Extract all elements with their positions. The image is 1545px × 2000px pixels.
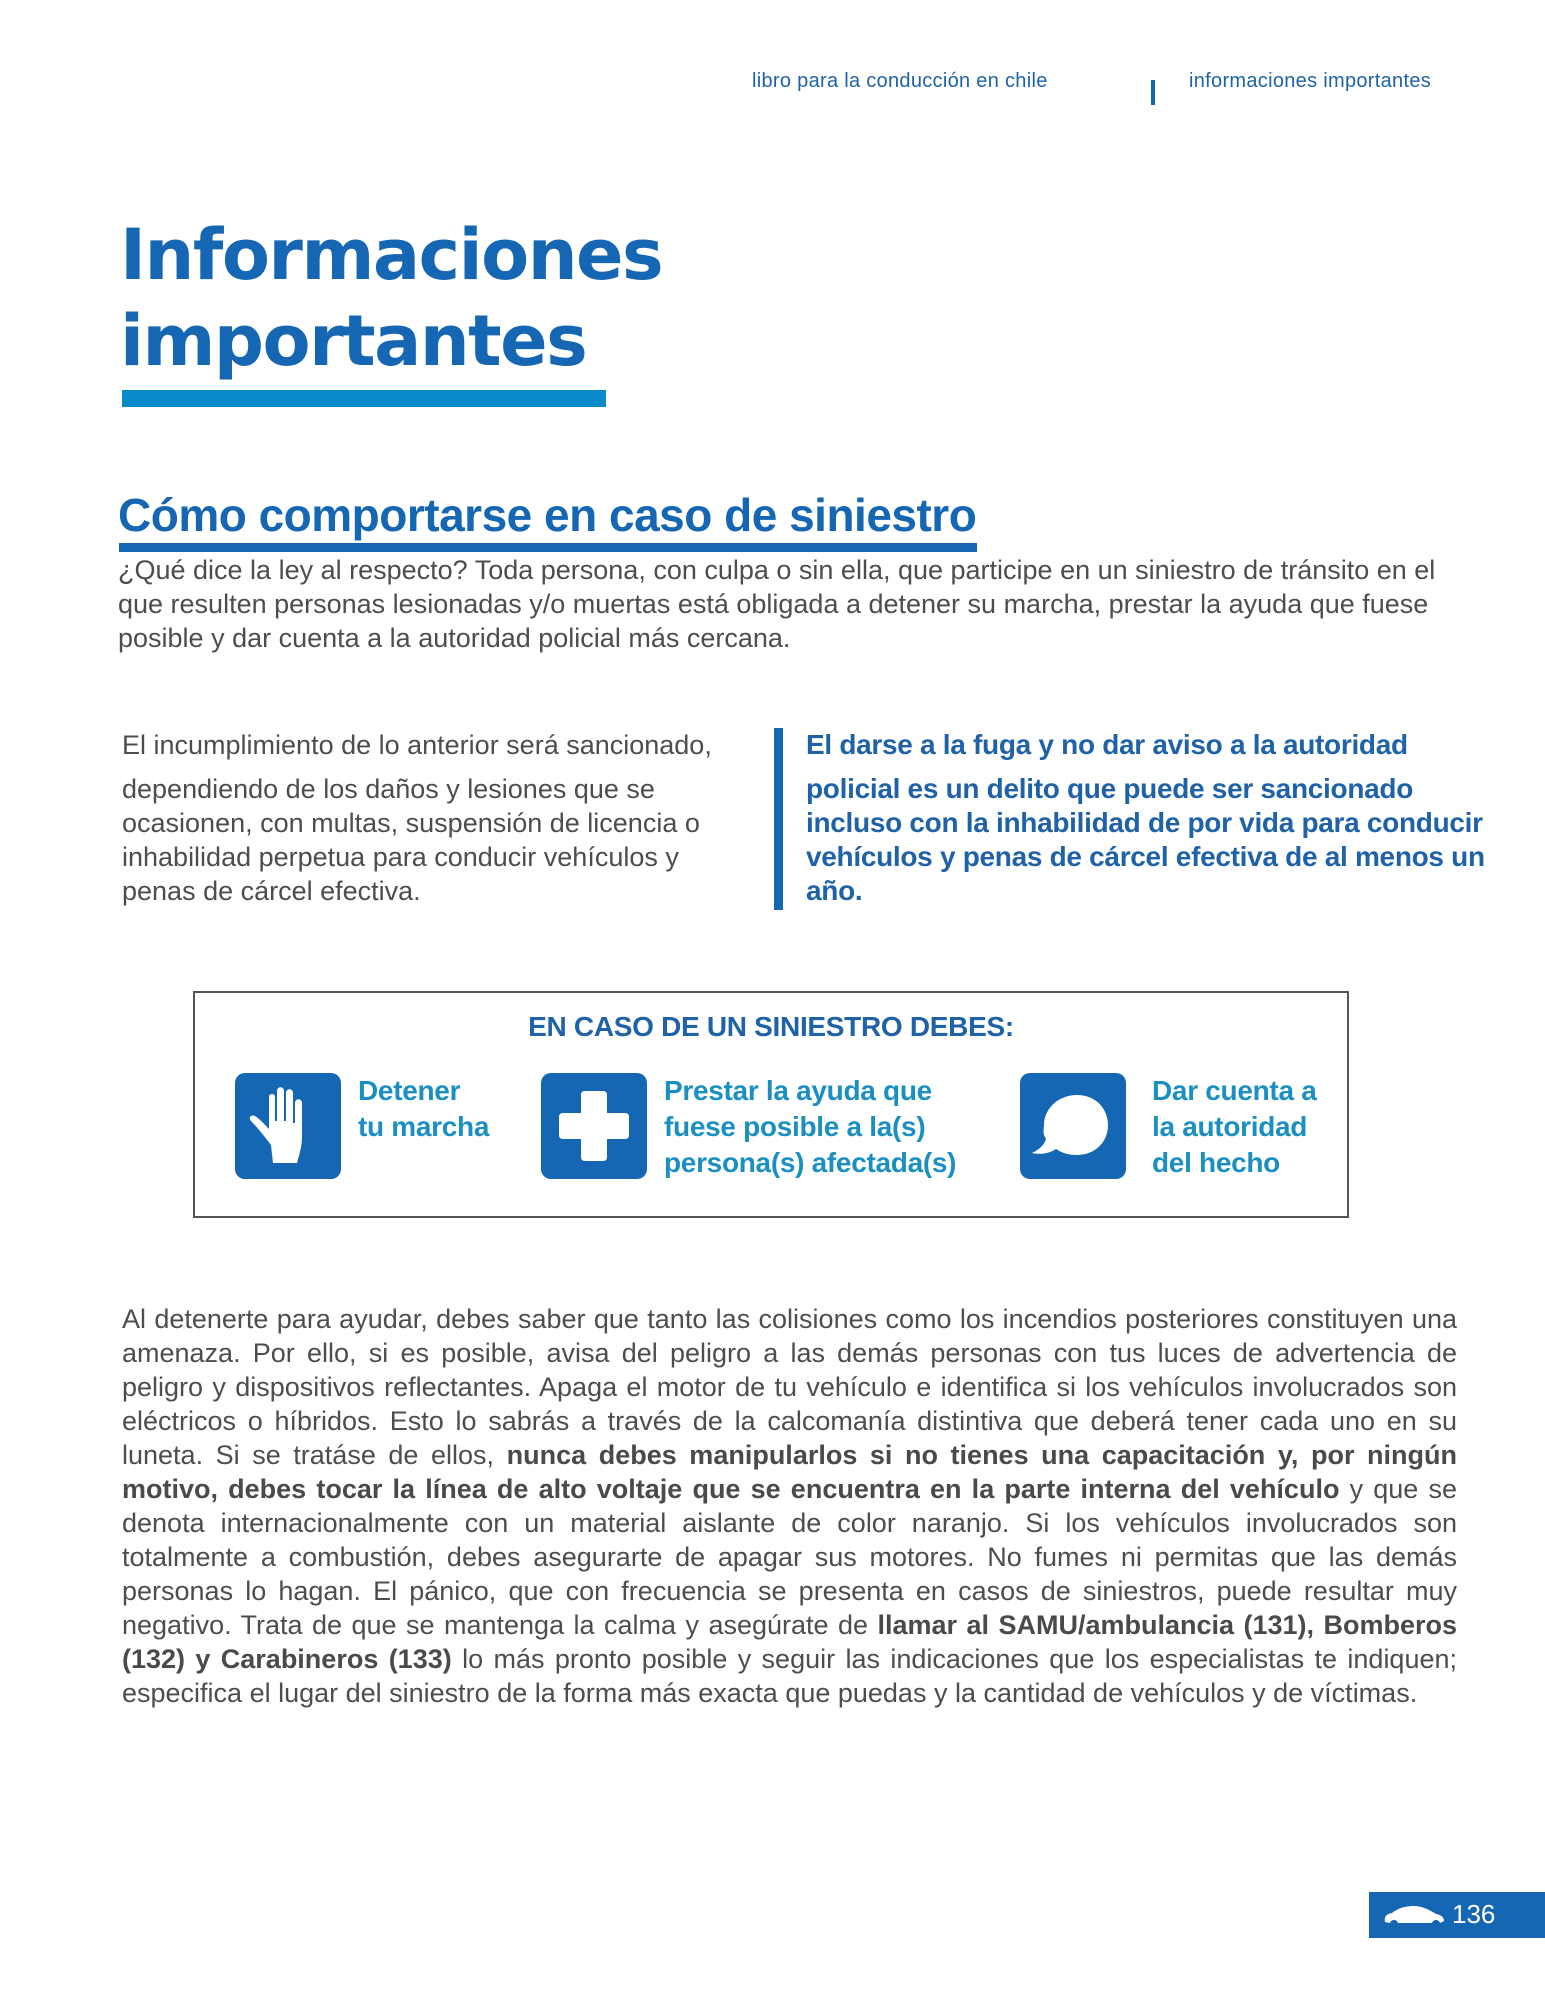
running-header xyxy=(0,68,1545,108)
page-number-tab xyxy=(1369,1892,1545,1938)
speech-bubble-icon xyxy=(1020,1073,1126,1179)
chapter-title: informaciones importantes xyxy=(1189,70,1432,92)
highlight-quote xyxy=(774,728,1486,910)
first-aid-cross-icon xyxy=(541,1073,647,1179)
page-number: 136 xyxy=(1452,1899,1496,1929)
step-report-label: Dar cuenta a la autoridad del hecho xyxy=(1152,1075,1317,1178)
callout-box xyxy=(193,991,1349,1218)
callout-title: EN CASO DE UN SINIESTRO DEBES: xyxy=(528,1011,1014,1042)
section-underline-bar xyxy=(119,543,977,552)
section-title: Cómo comportarse en caso de siniestro xyxy=(118,489,977,541)
body-paragraph: Al detenerte para ayudar, debes saber que tanto las colisiones como los incendios posteriores constituyen una amenaza. Por ello, si es posible, avisa del peligro a las demás personas con tus luces de advertencia de peligro y dispositivos reflectantes. Apaga el motor de tu vehículo e identifica si los vehículos involucrados son eléctricos o híbridos. Esto lo sabrás a través de la calcomanía distintiva que deberá tener cada uno en su luneta. Si se tratáse de ellos, nunca debes manipularlos si no tienes una capacitación y, por ningún motivo, debes tocar la línea de alto voltaje que se encuentra en la parte interna del vehículo y que se denota internacionalmente con un material aislante de color naranjo. Si los vehículos involucrados son totalmente a combustión, debes asegurarte de apagar sus motores. No fumes ni permitas que las demás personas lo hagan. El pánico, que con frecuencia se presenta en casos de siniestros, puede resultar muy negativo. Trata de que se mantenga la calma y asegúrate de llamar al SAMU/ambulancia (131), Bomberos (132) y Carabineros (133) lo más pronto posible y seguir las indicaciones que los especialistas te indiquen; especifica el lugar del siniestro de la forma más exacta que puedas y la cantidad de vehículos y de víctimas. xyxy=(122,1304,1458,1708)
sanction-first-line: El incumplimiento de lo anterior será sancionado, xyxy=(122,730,712,760)
sanction-paragraph xyxy=(122,728,752,908)
step-help-label: Prestar la ayuda que fuese posible a la(s) persona(s) afectada(s) xyxy=(664,1075,957,1178)
title-underline-bar xyxy=(122,390,606,407)
intro-paragraph: ¿Qué dice la ley al respecto? Toda persona, con culpa o sin ella, que participe en un siniestro de tránsito en el que resulten personas lesionadas y/o muertas está obligada a detener su marcha, prestar la ayuda que fuese posible y dar cuenta a la autoridad policial más cercana. xyxy=(118,555,1436,653)
header-divider xyxy=(1151,80,1155,105)
page-title-line2: importantes xyxy=(120,300,587,382)
car-icon xyxy=(1382,1902,1446,1928)
emergency-numbers: llamar al SAMU/ambulancia (131), Bomberos (132) y Carabineros (133) xyxy=(122,1610,1457,1674)
page-title xyxy=(120,212,662,384)
stop-hand-icon xyxy=(235,1073,341,1179)
quote-rest: policial es un delito que puede ser sancionado incluso con la inhabilidad de por vida para conducir vehículos y penas de cárcel efectiva de al menos un año. xyxy=(806,773,1485,906)
warning-high-voltage: nunca debes manipularlos si no tienes una capacitación y, por ningún motivo, debes tocar la línea de alto voltaje que se encuentra en la parte interna del vehículo xyxy=(122,1440,1457,1504)
book-title: libro para la conducción en chile xyxy=(752,70,1048,92)
page-title-line1: Informaciones xyxy=(120,214,663,296)
sanction-rest: dependiendo de los daños y lesiones que se ocasionen, con multas, suspensión de licencia o inhabilidad perpetua para conducir vehículos y penas de cárcel efectiva. xyxy=(122,774,700,906)
step-stop-label: Detener tu marcha xyxy=(358,1075,490,1142)
quote-first-line: El darse a la fuga y no dar aviso a la autoridad xyxy=(806,729,1408,760)
